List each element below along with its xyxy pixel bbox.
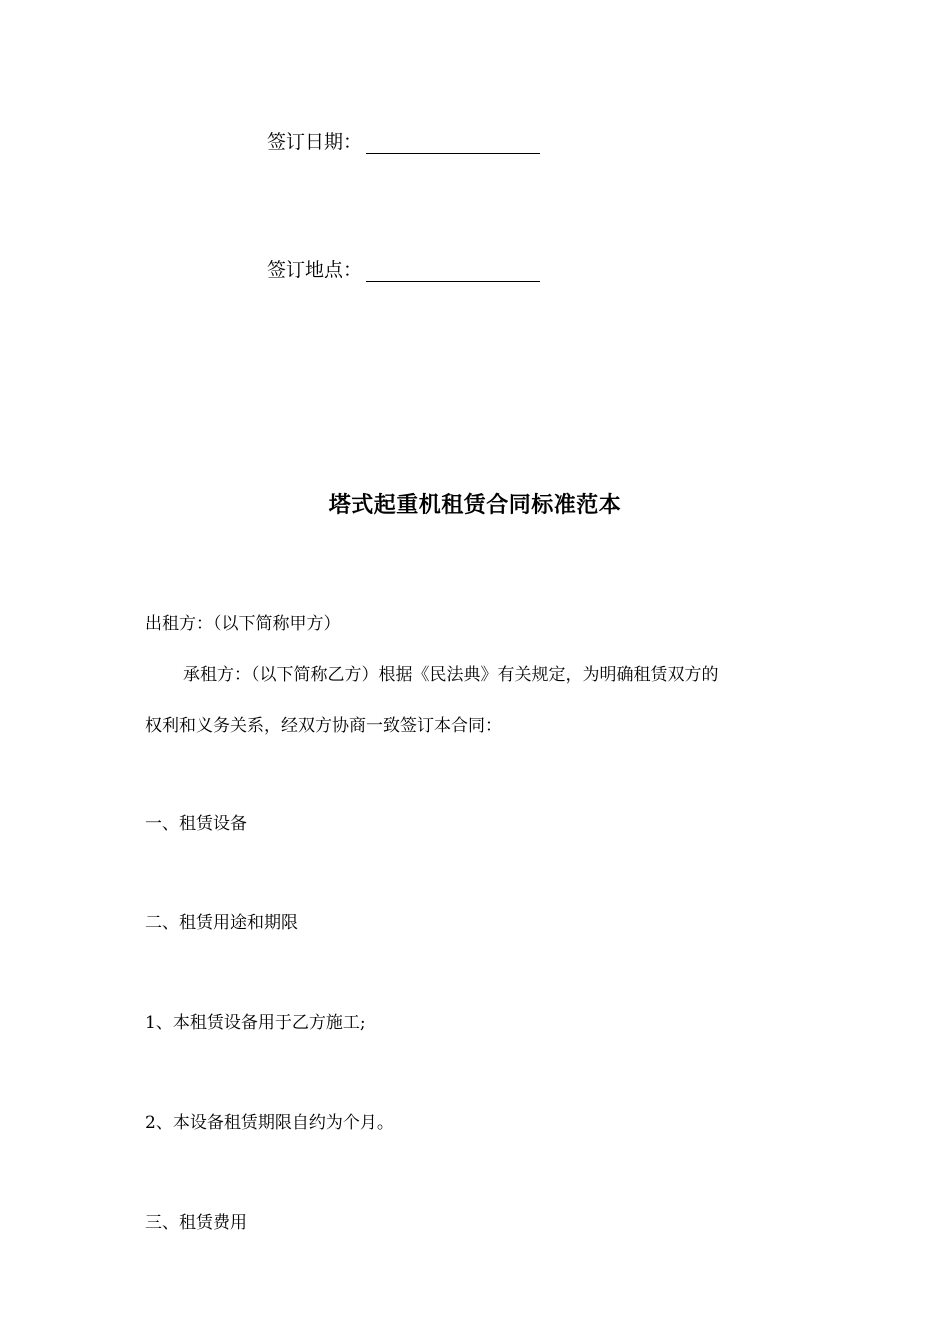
signing-date-label: 签订日期： bbox=[267, 131, 363, 153]
section-heading-use-and-term: 二、租赁用途和期限 bbox=[145, 913, 298, 933]
signing-place-blank bbox=[366, 259, 540, 282]
signing-date-blank bbox=[366, 131, 540, 154]
document-title: 塔式起重机租赁合同标准范本 bbox=[328, 493, 622, 518]
section-heading-rental-equipment: 一、租赁设备 bbox=[145, 814, 247, 834]
lessee-line-2: 权利和义务关系，经双方协商一致签订本合同： bbox=[145, 716, 502, 736]
lessee-line-1: 承租方：（以下简称乙方）根据《民法典》有关规定，为明确租赁双方的 bbox=[183, 665, 719, 685]
clause-2-1: 1、本租赁设备用于乙方施工; bbox=[145, 1013, 366, 1033]
signing-date-row bbox=[267, 124, 540, 154]
lessor-line: 出租方：（以下简称甲方） bbox=[145, 614, 341, 634]
section-heading-rental-fees: 三、租赁费用 bbox=[145, 1213, 247, 1233]
clause-2-2: 2、本设备租赁期限自约为个月。 bbox=[145, 1113, 394, 1133]
signing-place-label: 签订地点： bbox=[267, 259, 363, 281]
signing-place-row bbox=[267, 252, 540, 282]
